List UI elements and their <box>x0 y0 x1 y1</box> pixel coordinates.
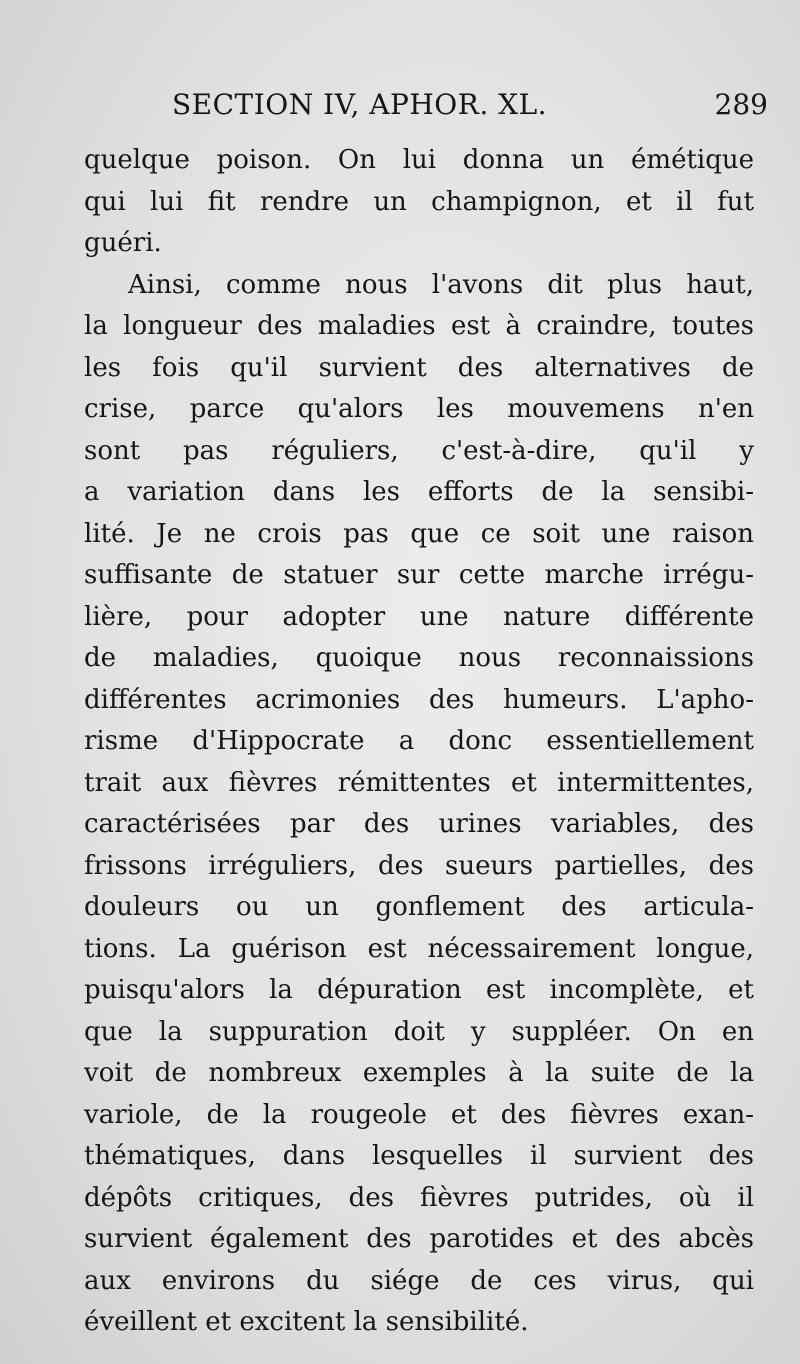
text-line: qui lui fit rendre un champignon, et il fut <box>84 186 754 217</box>
text-line: crise, parce qu'alors les mouvemens n'en <box>84 394 754 424</box>
text-line: frissons irréguliers, des sueurs partielles, des <box>84 850 754 881</box>
text-line: la longueur des maladies est à craindre, toutes <box>84 311 754 341</box>
text-line: sont pas réguliers, c'est-à-dire, qu'il y <box>84 435 754 466</box>
text-line: variole, de la rougeole et des fièvres exan- <box>84 1099 754 1130</box>
text-line: voit de nombreux exemples à la suite de la <box>84 1058 754 1088</box>
text-line: a variation dans les efforts de la sensibi- <box>84 477 754 507</box>
text-line: tions. La guérison est nécessairement longue, <box>84 933 754 964</box>
paragraph-end-line: éveillent et excitent la sensibilité. <box>84 1307 529 1337</box>
text-line: différentes acrimonies des humeurs. L'apho- <box>84 684 754 715</box>
text-line: lité. Je ne crois pas que ce soit une raison <box>84 518 754 549</box>
text-line: aux environs du siége de ces virus, qui <box>84 1265 754 1296</box>
text-line: thématiques, dans lesquelles il survient des <box>84 1141 754 1171</box>
text-line: caractérisées par des urines variables, des <box>84 809 754 839</box>
text-line: trait aux fièvres rémittentes et intermittentes, <box>84 767 754 798</box>
text-line: de maladies, quoique nous reconnaissions <box>84 643 754 673</box>
text-line: que la suppuration doit y suppléer. On en <box>84 1016 754 1047</box>
text-line: risme d'Hippocrate a donc essentiellement <box>84 726 754 756</box>
text-line: douleurs ou un gonflement des articula- <box>84 892 754 922</box>
text-line: lière, pour adopter une nature différente <box>84 601 754 632</box>
text-line: suffisante de statuer sur cette marche irrégu- <box>84 560 754 590</box>
text-line: quelque poison. On lui donna un émétique <box>84 145 754 175</box>
text-line: puisqu'alors la dépuration est incomplète, et <box>84 975 754 1005</box>
body-text <box>84 140 754 1344</box>
text-line: guéri. <box>84 228 162 258</box>
text-line: survient également des parotides et des abcès <box>84 1224 754 1254</box>
paragraph-start-line: Ainsi, comme nous l'avons dit plus haut, <box>128 269 754 300</box>
running-head <box>172 88 768 128</box>
section-title: SECTION IV, APHOR. XL. <box>172 88 548 121</box>
text-line: les fois qu'il survient des alternatives de <box>84 352 754 383</box>
text-line: dépôts critiques, des fièvres putrides, où il <box>84 1182 754 1213</box>
page-number: 289 <box>714 88 768 121</box>
